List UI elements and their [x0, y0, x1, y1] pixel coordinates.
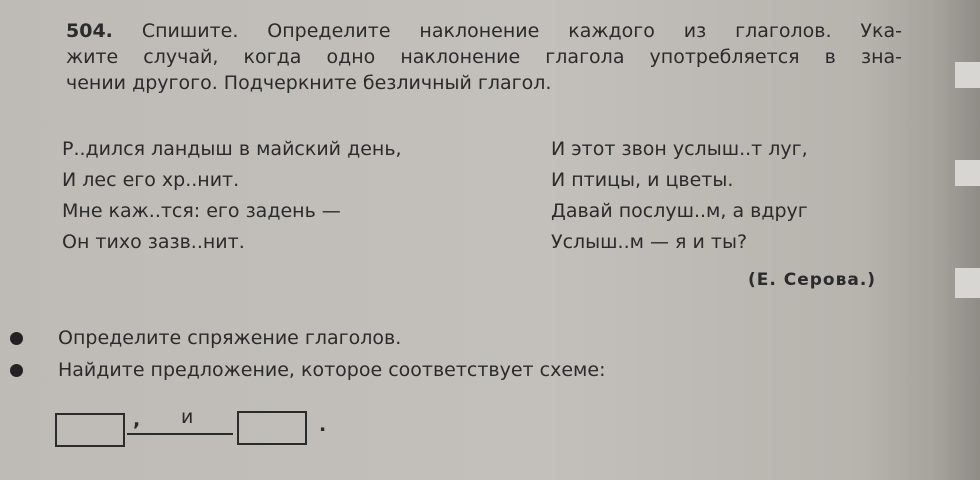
sentence-scheme — [55, 406, 355, 456]
bullet-text: Определите спряжение глаголов. — [58, 327, 402, 349]
poem-left-column — [62, 134, 402, 258]
poem-line: И птицы, и цветы. — [551, 169, 734, 191]
bullet-dot-icon — [10, 332, 23, 345]
poem-line: Мне каж..тся: его задень — — [62, 200, 341, 222]
bullet-item — [0, 322, 980, 354]
bullet-item — [0, 354, 980, 386]
poem-line: И лес его хр..нит. — [62, 169, 240, 191]
poem-line: Р..дился ландыш в майский день, — [62, 138, 402, 160]
page-tab — [955, 160, 980, 186]
task-line — [66, 18, 902, 44]
poem-line: Услыш..м — я и ты? — [551, 231, 748, 253]
exercise-number: 504. — [66, 20, 113, 42]
task-text-3: чении другого. Подчеркните безличный глагол. — [66, 72, 552, 94]
poem-right-column — [551, 134, 808, 258]
bullet-list — [0, 322, 980, 386]
exercise-task — [66, 18, 902, 96]
poem-line: Он тихо зазв..нит. — [62, 231, 245, 253]
bullet-dot-icon — [10, 364, 23, 377]
poem-author: (Е. Серова.) — [748, 270, 877, 290]
poem-line: Давай послуш..м, а вдруг — [551, 200, 808, 222]
scheme-period: . — [319, 414, 327, 436]
task-text-2: жите случай, когда одно наклонение глагола употребляется в зна- — [66, 46, 902, 68]
page-tab — [955, 268, 980, 298]
scheme-box-first — [55, 413, 125, 447]
scheme-underline — [127, 433, 233, 435]
scheme-conjunction: и — [181, 406, 194, 428]
page-tab — [955, 62, 980, 88]
bullet-text: Найдите предложение, которое соответствует схеме: — [58, 359, 606, 381]
task-text-1: Спишите. Определите наклонение каждого из глаголов. Ука- — [141, 20, 902, 42]
scheme-comma: , — [133, 409, 141, 431]
poem-line: И этот звон услыш..т луг, — [551, 138, 808, 160]
scheme-box-second — [237, 411, 307, 445]
